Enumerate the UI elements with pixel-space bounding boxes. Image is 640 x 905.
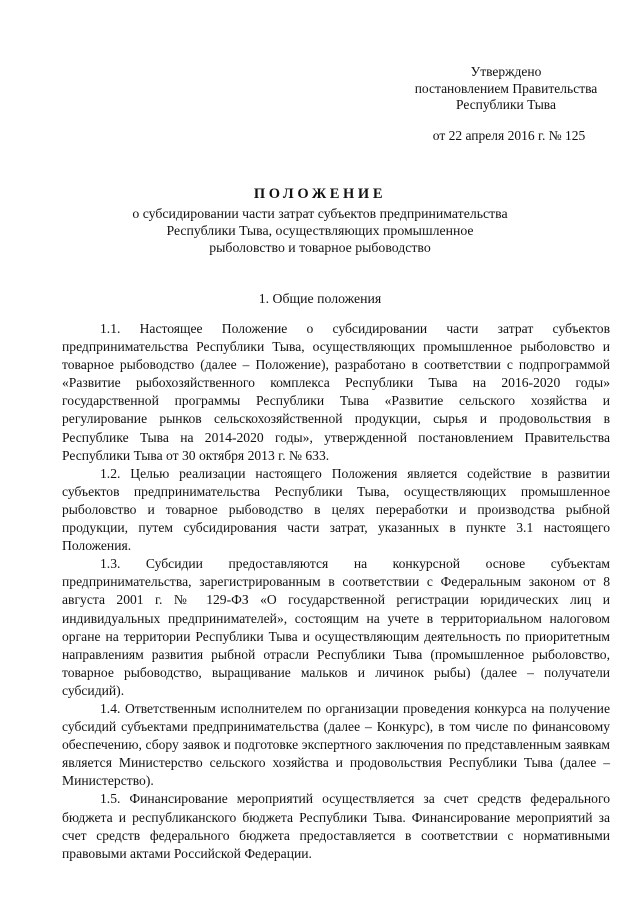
paragraph-1-4: 1.4. Ответственным исполнителем по организации проведения конкурса на получение субсидий субъектами предпринимательства (далее – Конкурс), в том числе по финансовому обеспечению, сбору заявок и подготовке экспертного заключения по представленным заявкам является Министерство сельского хозяйства и продовольствия Республики Тыва (далее – Министерство). <box>62 700 610 789</box>
approval-line-approved: Утверждено <box>470 64 542 79</box>
section-heading: 1. Общие положения <box>258 291 382 306</box>
paragraph-1-5: 1.5. Финансирование мероприятий осуществляется за счет средств федерального бюджета и республиканского бюджета Республики Тыва. Финансирование мероприятий за счет средств федерального бюджета предоставляется в соответствии с нормативными правовыми актами Российской Федерации. <box>62 791 610 861</box>
paragraph-1-1: 1.1. Настоящее Положение о субсидировании части затрат субъектов предпринимательства Республики Тыва, осуществляющих промышленное рыболовство и товарное рыбоводство (далее – Положение), разработано в соответствии с подпрограммой «Развитие рыбохозяйственного комплекса Республики Тыва на 2016-2020 годы» государственной программы Республики Тыва «Развитие сельского хозяйства и регулирование рынков сельскохозяйственной продукции, сырья и продовольствия в Республике Тыва на 2014-2020 годы», утвержденной постановлением Правительства Республики Тыва от 30 октября 2013 г. № 633. <box>62 321 610 463</box>
approval-line-resolution: постановлением Правительства <box>414 80 598 96</box>
document-title: ПОЛОЖЕНИЕ <box>253 186 387 202</box>
paragraph-1-3: 1.3. Субсидии предоставляются на конкурсной основе субъектам предпринимательства, зарегистрированным в соответствии с Федеральным законом от 8 августа 2001 г. № 129-ФЗ «О государственной регистрации юридических лиц и индивидуальных предпринимателей», состоящим на учете в территориальном налоговом органе на территории Республики Тыва и осуществляющим деятельность по приоритетным направлениям развития рыбной отрасли Республики Тыва (промышленное рыболовство, товарное рыбоводство, выращивание мальков и личинок рыбы) (далее – получатели субсидий). <box>62 556 610 698</box>
document-title-block <box>0 185 640 256</box>
paragraph-1-2: 1.2. Целью реализации настоящего Положения является содействие в развитии субъектов предпринимательства Республики Тыва, осуществляющих промышленное рыболовство и товарное рыбоводство в целях переработки и производства рыбной продукции, путем субсидирования части затрат, указанных в пункте 3.1 настоящего Положения. <box>62 465 610 554</box>
approval-line-republic: Республики Тыва <box>456 97 556 112</box>
approval-date: от 22 апреля 2016 г. № 125 <box>432 127 586 143</box>
approval-stamp <box>396 64 616 144</box>
document-body <box>62 320 610 863</box>
document-subtitle: о субсидировании части затрат субъектов предпринимательства Республики Тыва, осуществляющих промышленное рыболовство и товарное рыбоводство <box>132 206 508 255</box>
